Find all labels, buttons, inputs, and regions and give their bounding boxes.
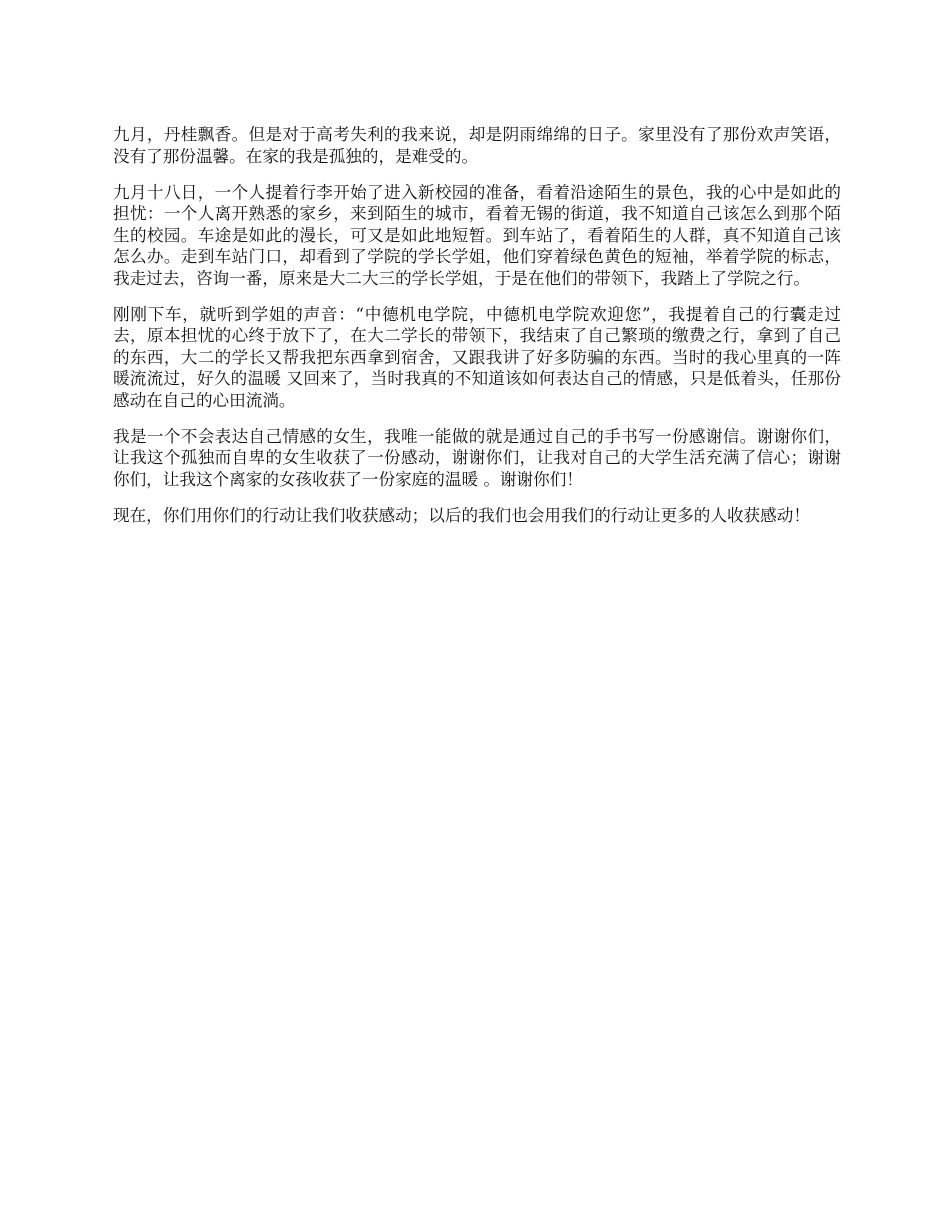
paragraph-5: 现在，你们用你们的行动让我们收获感动；以后的我们也会用我们的行动让更多的人收获感动！ — [113, 505, 810, 525]
document-body — [113, 124, 841, 541]
paragraph-4: 我是一个不会表达自己情感的女生，我唯一能做的就是通过自己的手书写一份感谢信。谢谢你们，让我这个孤独而自卑的女生收获了一份感动，谢谢你们，让我对自己的大学生活充满了信心；谢谢你们，让我这个离家的女孩收获了一份家庭的温暖 。谢谢你们！ — [113, 426, 841, 489]
paragraph-1: 九月，丹桂飘香。但是对于高考失利的我来说，却是阴雨绵绵的日子。家里没有了那份欢声笑语，没有了那份温馨。在家的我是孤独的，是难受的。 — [113, 125, 841, 166]
paragraph-2: 九月十八日，一个人提着行李开始了进入新校园的准备，看着沿途陌生的景色，我的心中是如此的担忧：一个人离开熟悉的家乡，来到陌生的城市，看着无锡的街道，我不知道自己该怎么到那个陌生的校园。车途是如此的漫长，可又是如此地短暂。到车站了，看着陌生的人群，真不知道自己该怎么办。走到车站门口，却看到了学院的学长学姐，他们穿着绿色黄色的短袖，举着学院的标志，我走过去，咨询一番，原来是大二大三的学长学姐，于是在他们的带领下，我踏上了学院之行。 — [113, 182, 841, 288]
paragraph-3: 刚刚下车，就听到学姐的声音：“中德机电学院，中德机电学院欢迎您”，我提着自己的行囊走过去，原本担忧的心终于放下了，在大二学长的带领下，我结束了自己繁琐的缴费之行，拿到了自己的东西，大二的学长又帮我把东西拿到宿舍，又跟我讲了好多防骗的东西。当时的我心里真的一阵暖流流过，好久的温暖 又回来了，当时我真的不知道该如何表达自己的情感，只是低着头，任那份感动在自己的心田流淌。 — [113, 304, 841, 410]
